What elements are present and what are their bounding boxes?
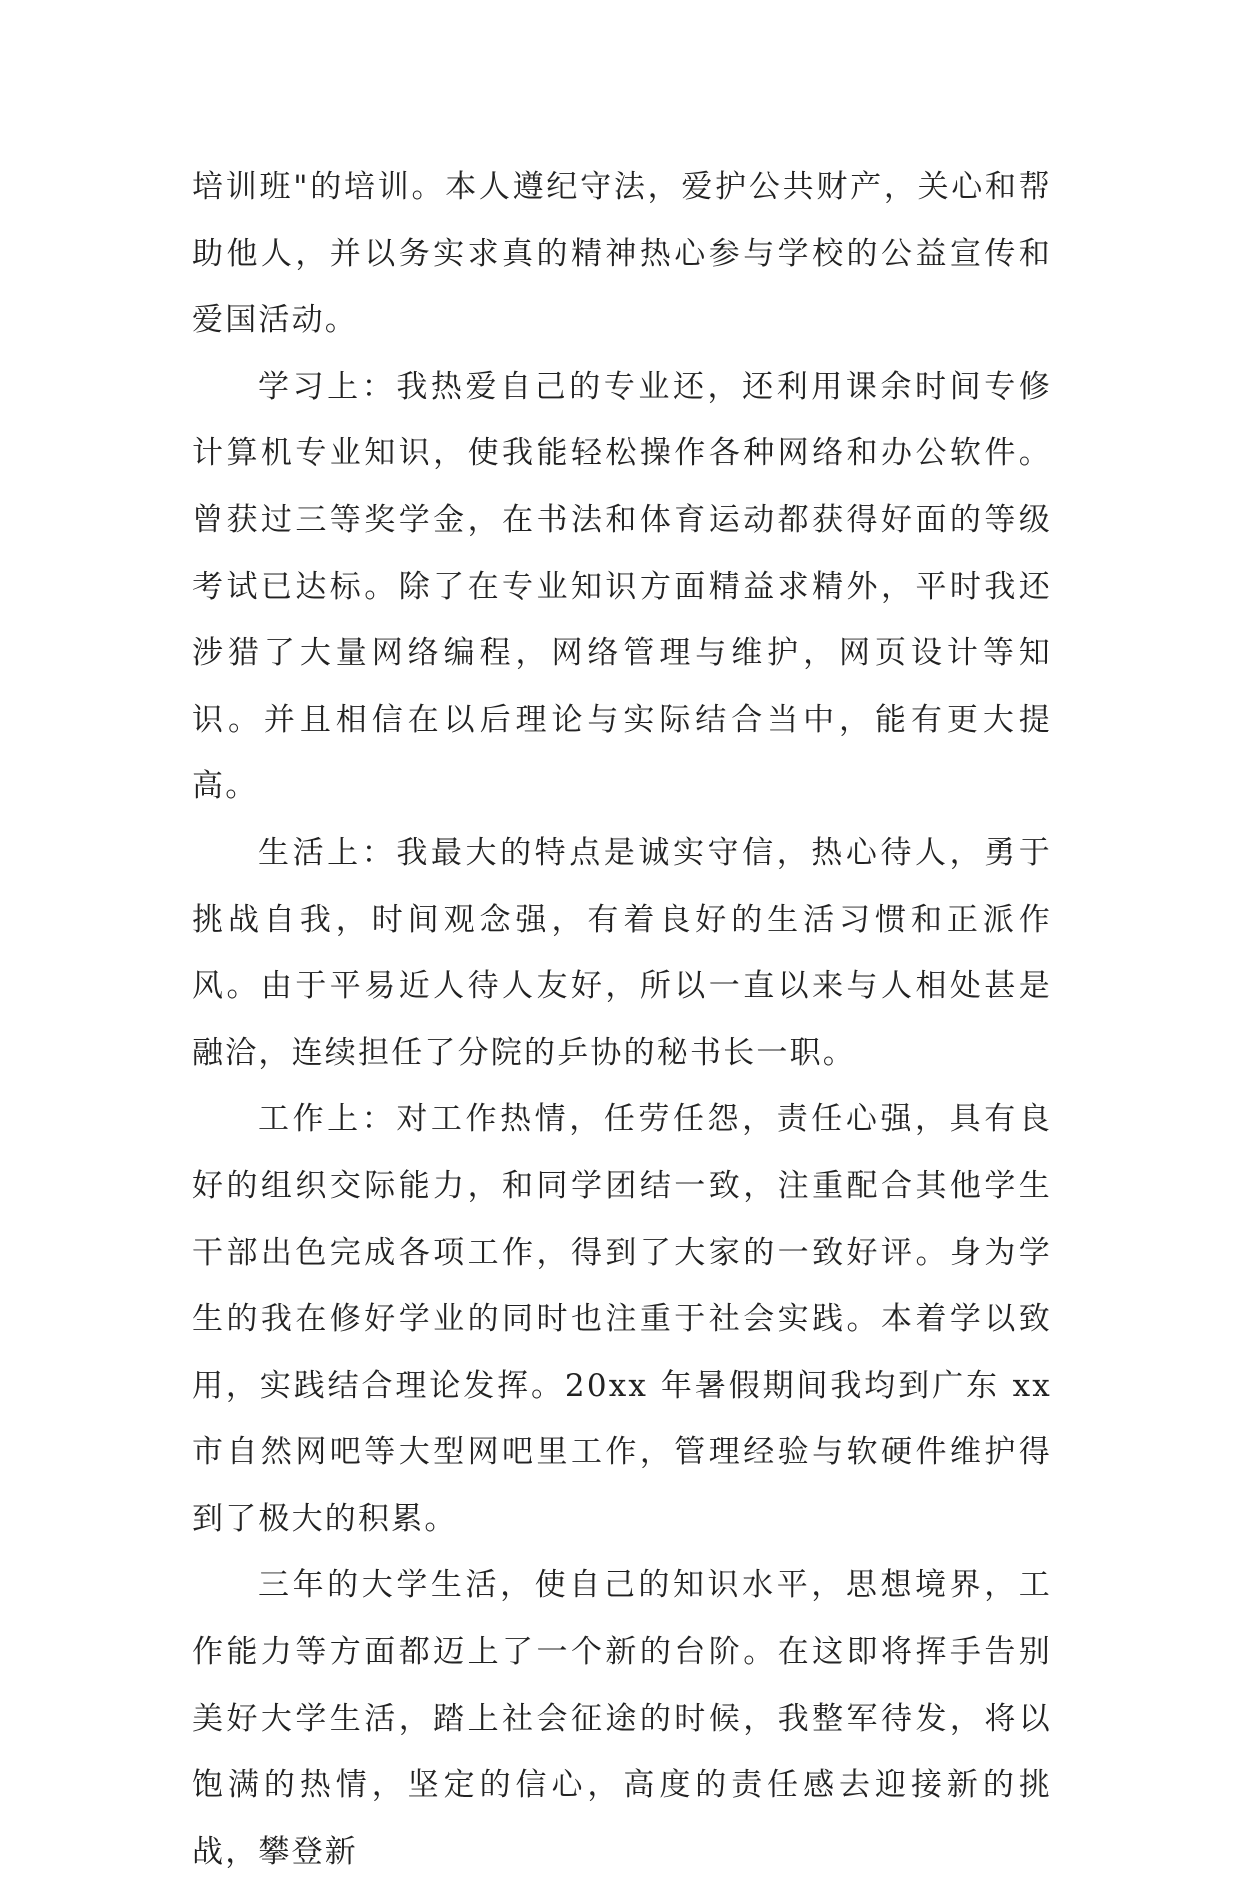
paragraph-summary: 三年的大学生活，使自己的知识水平，思想境界，工作能力等方面都迈上了一个新的台阶。在这即将挥手告别美好大学生活，踏上社会征途的时候，我整军待发，将以饱满的热情，坚定的信心，高度的责任感去迎接新的挑战，攀登新 xyxy=(192,1567,1052,1870)
paragraph-intro: 培训班"的培训。本人遵纪守法，爱护公共财产，关心和帮助他人，并以务实求真的精神热心参与学校的公益宣传和爱国活动。 xyxy=(192,169,1052,339)
document-body xyxy=(192,154,1052,1885)
paragraph-life: 生活上：我最大的特点是诚实守信，热心待人，勇于挑战自我，时间观念强，有着良好的生活习惯和正派作风。由于平易近人待人友好，所以一直以来与人相处甚是融洽，连续担任了分院的乒协的秘书长一职。 xyxy=(192,834,1052,1071)
paragraph-work: 工作上：对工作热情，任劳任怨，责任心强，具有良好的组织交际能力，和同学团结一致，注重配合其他学生干部出色完成各项工作，得到了大家的一致好评。身为学生的我在修好学业的同时也注重于社会实践。本着学以致用，实践结合理论发挥。20xx 年暑假期间我均到广东 xx 市自然网吧等大型网吧里工作，管理经验与软硬件维护得到了极大的积累。 xyxy=(192,1101,1052,1537)
paragraph-study: 学习上：我热爱自己的专业还，还利用课余时间专修计算机专业知识，使我能轻松操作各种网络和办公软件。曾获过三等奖学金，在书法和体育运动都获得好面的等级考试已达标。除了在专业知识方面精益求精外，平时我还涉猎了大量网络编程，网络管理与维护，网页设计等知识。并且相信在以后理论与实际结合当中，能有更大提高。 xyxy=(192,368,1052,805)
